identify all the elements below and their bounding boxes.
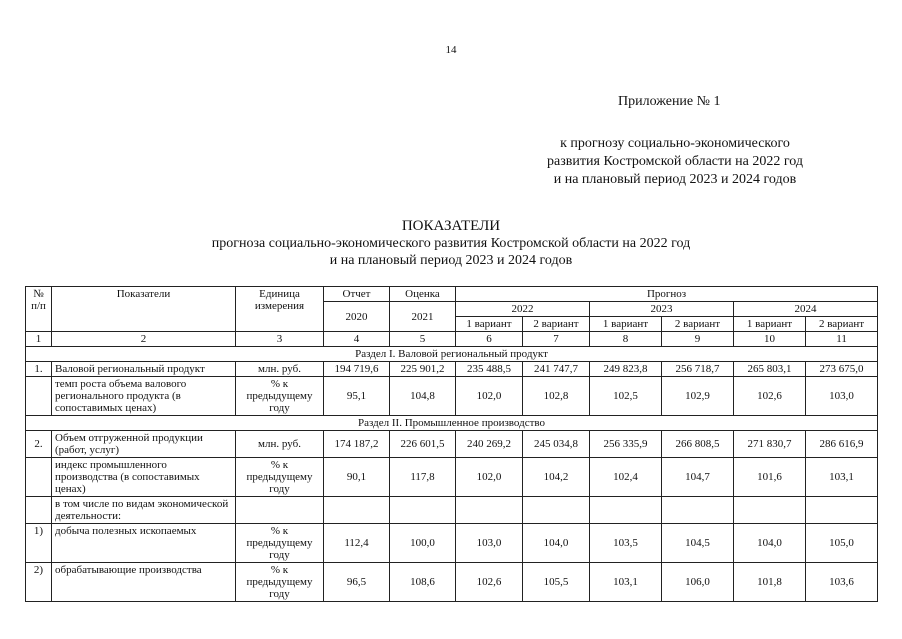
row-value — [806, 497, 878, 524]
row-value: 104,2 — [523, 458, 590, 497]
header-forecast: Прогноз — [456, 287, 878, 302]
row-value: 104,0 — [523, 524, 590, 563]
row-unit: млн. руб. — [236, 362, 324, 377]
row-value: 102,5 — [590, 377, 662, 416]
table-row — [26, 563, 878, 602]
header-estimate: Оценка — [390, 287, 456, 302]
row-value: 102,8 — [523, 377, 590, 416]
row-value: 104,8 — [390, 377, 456, 416]
row-value: 249 823,8 — [590, 362, 662, 377]
row-num: 1) — [26, 524, 52, 563]
column-number-row — [26, 332, 878, 347]
row-value: 225 901,2 — [390, 362, 456, 377]
row-value: 103,0 — [806, 377, 878, 416]
header-report: Отчет — [324, 287, 390, 302]
header-unit: Единица измерения — [236, 287, 324, 332]
row-value: 245 034,8 — [523, 431, 590, 458]
row-value: 273 675,0 — [806, 362, 878, 377]
row-indicator: индекс промышленного производства (в сопоставимых ценах) — [52, 458, 236, 497]
header-variant: 1 вариант — [456, 317, 523, 332]
row-value — [734, 497, 806, 524]
row-value: 103,1 — [590, 563, 662, 602]
title-line-2: прогноза социально-экономического развития Костромской области на 2022 год — [211, 236, 691, 251]
row-value: 108,6 — [390, 563, 456, 602]
table-row — [26, 497, 878, 524]
appendix-line: к прогнозу социально-экономического — [560, 136, 790, 151]
header-year: 2020 — [324, 302, 390, 332]
header-row — [26, 287, 878, 302]
document-title — [0, 218, 902, 269]
column-number: 11 — [806, 332, 878, 347]
row-value: 240 269,2 — [456, 431, 523, 458]
header-year: 2024 — [734, 302, 878, 317]
column-number: 10 — [734, 332, 806, 347]
section-title: Раздел II. Промышленное производство — [26, 416, 878, 431]
row-num — [26, 458, 52, 497]
row-value: 103,0 — [456, 524, 523, 563]
row-value: 103,6 — [806, 563, 878, 602]
row-indicator: в том числе по видам экономической деятельности: — [52, 497, 236, 524]
column-number: 9 — [662, 332, 734, 347]
row-value: 286 616,9 — [806, 431, 878, 458]
header-year: 2023 — [590, 302, 734, 317]
row-unit: % к предыдущему году — [236, 524, 324, 563]
column-number: 7 — [523, 332, 590, 347]
row-unit: % к предыдущему году — [236, 377, 324, 416]
row-value: 102,0 — [456, 458, 523, 497]
row-value: 271 830,7 — [734, 431, 806, 458]
row-value: 105,0 — [806, 524, 878, 563]
indicators-table — [25, 286, 878, 602]
header-variant: 2 вариант — [806, 317, 878, 332]
column-number: 3 — [236, 332, 324, 347]
row-indicator: темп роста объема валового регионального продукта (в сопоставимых ценах) — [52, 377, 236, 416]
row-indicator: Объем отгруженной продукции (работ, услуг) — [52, 431, 236, 458]
row-value: 174 187,2 — [324, 431, 390, 458]
appendix-line: развития Костромской области на 2022 год — [547, 154, 803, 169]
row-indicator: Валовой региональный продукт — [52, 362, 236, 377]
row-value: 103,1 — [806, 458, 878, 497]
row-value: 95,1 — [324, 377, 390, 416]
table-row — [26, 431, 878, 458]
table-row — [26, 524, 878, 563]
column-number: 2 — [52, 332, 236, 347]
row-value: 105,5 — [523, 563, 590, 602]
header-indicator: Показатели — [52, 287, 236, 332]
table-row — [26, 458, 878, 497]
row-value: 266 808,5 — [662, 431, 734, 458]
row-num: 2. — [26, 431, 52, 458]
column-number: 1 — [26, 332, 52, 347]
row-value — [523, 497, 590, 524]
row-value: 101,8 — [734, 563, 806, 602]
row-value: 100,0 — [390, 524, 456, 563]
row-num: 2) — [26, 563, 52, 602]
row-unit: млн. руб. — [236, 431, 324, 458]
row-indicator: добыча полезных ископаемых — [52, 524, 236, 563]
column-number: 6 — [456, 332, 523, 347]
row-unit: % к предыдущему году — [236, 563, 324, 602]
row-value: 194 719,6 — [324, 362, 390, 377]
row-value: 235 488,5 — [456, 362, 523, 377]
row-value: 102,0 — [456, 377, 523, 416]
row-value: 241 747,7 — [523, 362, 590, 377]
header-variant: 2 вариант — [662, 317, 734, 332]
row-value: 102,4 — [590, 458, 662, 497]
row-value: 102,6 — [456, 563, 523, 602]
appendix-subtitle — [520, 135, 830, 189]
row-value: 265 803,1 — [734, 362, 806, 377]
row-value: 102,9 — [662, 377, 734, 416]
section-title: Раздел I. Валовой региональный продукт — [26, 347, 878, 362]
page-number: 14 — [445, 44, 457, 56]
row-num — [26, 377, 52, 416]
column-number: 8 — [590, 332, 662, 347]
section-row — [26, 416, 878, 431]
row-value: 104,7 — [662, 458, 734, 497]
row-value: 103,5 — [590, 524, 662, 563]
row-value — [390, 497, 456, 524]
row-value: 101,6 — [734, 458, 806, 497]
table-row — [26, 362, 878, 377]
appendix-line: и на плановый период 2023 и 2024 годов — [553, 172, 797, 187]
row-value: 226 601,5 — [390, 431, 456, 458]
row-unit: % к предыдущему году — [236, 458, 324, 497]
title-line-1: ПОКАЗАТЕЛИ — [401, 218, 501, 234]
row-value: 96,5 — [324, 563, 390, 602]
column-number: 5 — [390, 332, 456, 347]
header-year: 2021 — [390, 302, 456, 332]
header-variant: 1 вариант — [590, 317, 662, 332]
row-indicator: обрабатывающие производства — [52, 563, 236, 602]
row-value — [662, 497, 734, 524]
header-variant: 1 вариант — [734, 317, 806, 332]
row-value: 102,6 — [734, 377, 806, 416]
table-row — [26, 377, 878, 416]
section-row — [26, 347, 878, 362]
row-value — [590, 497, 662, 524]
row-value — [324, 497, 390, 524]
row-value: 106,0 — [662, 563, 734, 602]
header-num: № п/п — [26, 287, 52, 332]
header-variant: 2 вариант — [523, 317, 590, 332]
row-num: 1. — [26, 362, 52, 377]
title-line-3: и на плановый период 2023 и 2024 годов — [329, 253, 573, 268]
row-value: 104,0 — [734, 524, 806, 563]
row-value — [456, 497, 523, 524]
row-value: 256 718,7 — [662, 362, 734, 377]
row-value: 90,1 — [324, 458, 390, 497]
appendix-title: Приложение № 1 — [618, 94, 721, 109]
row-num — [26, 497, 52, 524]
row-value: 117,8 — [390, 458, 456, 497]
row-value: 112,4 — [324, 524, 390, 563]
header-year: 2022 — [456, 302, 590, 317]
row-value: 256 335,9 — [590, 431, 662, 458]
row-value: 104,5 — [662, 524, 734, 563]
row-unit — [236, 497, 324, 524]
column-number: 4 — [324, 332, 390, 347]
